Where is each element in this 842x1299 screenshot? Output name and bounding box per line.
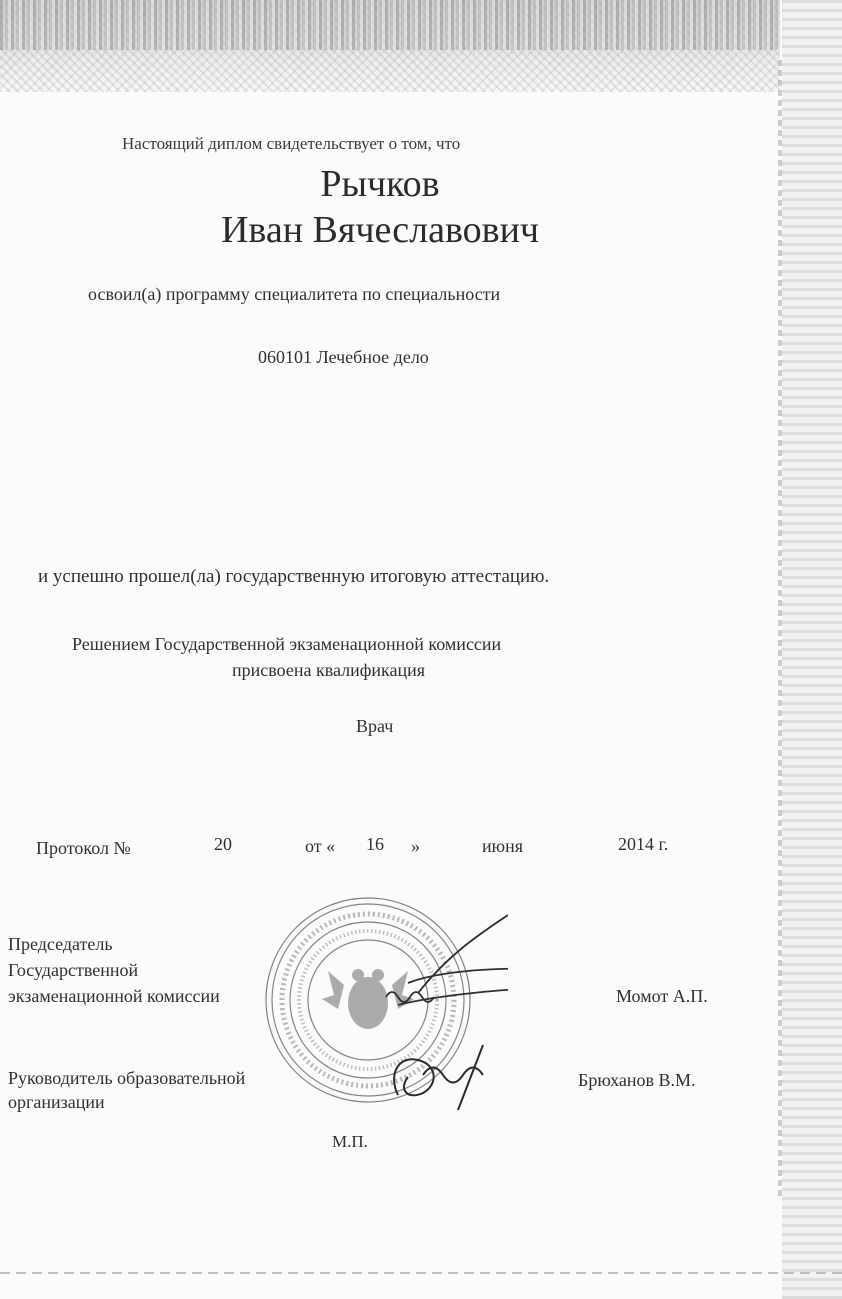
qualification: Врач	[356, 716, 394, 736]
head-name: Брюханов В.М.	[578, 1070, 696, 1090]
specialty: 060101 Лечебное дело	[258, 347, 429, 367]
chair-signature-icon	[386, 915, 508, 1005]
head-label-line-2: организации	[8, 1092, 105, 1112]
protocol-month: июня	[482, 836, 523, 856]
guilloche-header-band	[0, 0, 780, 50]
surname: Рычков	[320, 163, 440, 205]
chair-label-line-1: Председатель	[8, 934, 113, 954]
protocol-number: 20	[214, 834, 232, 854]
protocol-year: 2014 г.	[618, 834, 669, 854]
decision-line-1: Решением Государственной экзаменационной комиссии	[72, 634, 502, 654]
official-seal-stamp	[248, 895, 508, 1110]
given-names: Иван Вячеславович	[220, 209, 540, 251]
page-margin-strip	[782, 0, 842, 1299]
program-line: освоил(а) программу специалитета по специальности	[88, 284, 501, 304]
attestation-line: и успешно прошел(ла) государственную итоговую аттестацию.	[38, 566, 550, 587]
decision-line-2: присвоена квалификация	[232, 660, 426, 680]
certify-line: Настоящий диплом свидетельствует о том, что	[122, 134, 461, 153]
protocol-close-quote: »	[411, 836, 420, 856]
chair-name: Момот А.П.	[616, 986, 708, 1006]
head-label-line-1: Руководитель образовательной	[8, 1068, 246, 1088]
chair-label-line-2: Государственной	[8, 960, 139, 980]
page-bottom-edge	[0, 1272, 842, 1274]
stamp-mark: М.П.	[332, 1132, 368, 1151]
protocol-label: Протокол №	[36, 838, 131, 858]
protocol-day: 16	[366, 834, 384, 854]
chair-label-line-3: экзаменационной комиссии	[8, 986, 220, 1006]
protocol-from-label: от «	[305, 836, 336, 856]
